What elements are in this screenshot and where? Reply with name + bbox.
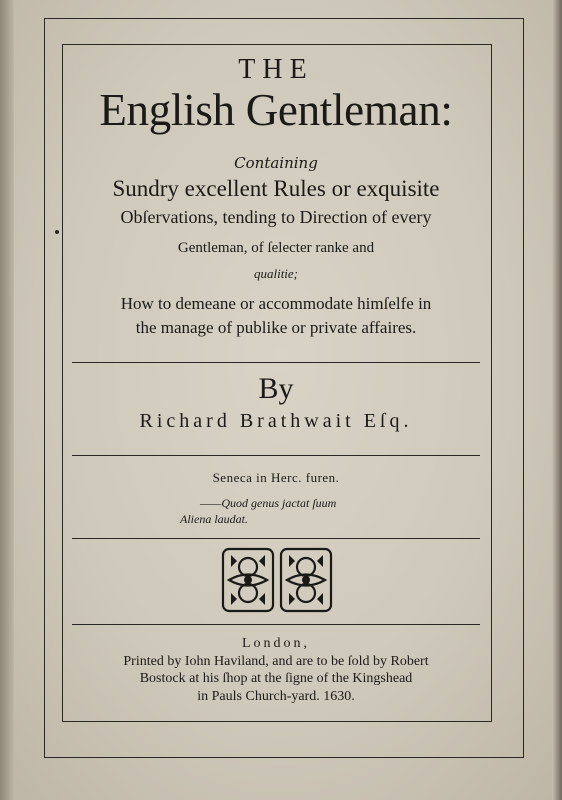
imprint-line-1: Printed by Iohn Haviland, and are to be ſold by Robert <box>123 654 429 669</box>
printers-ornament-icon <box>221 547 333 613</box>
epigraph-source: Seneca in Herc. furen. <box>212 470 340 485</box>
epigraph-quote-2: Aliena laudat. <box>180 512 248 526</box>
rule-2 <box>72 455 480 456</box>
page-right-edge <box>552 0 562 800</box>
imprint-line-3: in Pauls Church-yard. 1630. <box>197 689 355 704</box>
page-left-edge <box>0 0 14 800</box>
book-title: English Gentleman: <box>99 85 453 135</box>
imprint-line-2: Bostock at his ſhop at the ſigne of the Kingshead <box>139 671 413 686</box>
rule-1 <box>72 362 480 363</box>
rule-3 <box>72 538 480 539</box>
title-article: THE <box>238 54 314 85</box>
containing-label: Containing <box>234 154 318 172</box>
imprint-place: London, <box>241 636 311 651</box>
subtitle-line-3: Gentleman, of ſelecter ranke and <box>177 240 375 256</box>
epigraph-quote-1: ——Quod genus jactat ſuum <box>200 496 337 510</box>
subtitle-line-2: Obſervations, tending to Direction of every <box>120 207 432 227</box>
rule-4 <box>72 624 480 625</box>
subtitle-line-1: Sundry excellent Rules or exquisite <box>112 176 440 201</box>
author-name: Richard Brathwait Eſq. <box>139 410 413 432</box>
by-label: By <box>258 372 294 405</box>
subtitle-line-5: How to demeane or accommodate himſelfe in <box>120 294 432 313</box>
margin-mark <box>55 230 59 234</box>
subtitle-line-4: qualitie; <box>253 266 299 281</box>
subtitle-line-6: the manage of publike or private affaires. <box>135 318 417 337</box>
